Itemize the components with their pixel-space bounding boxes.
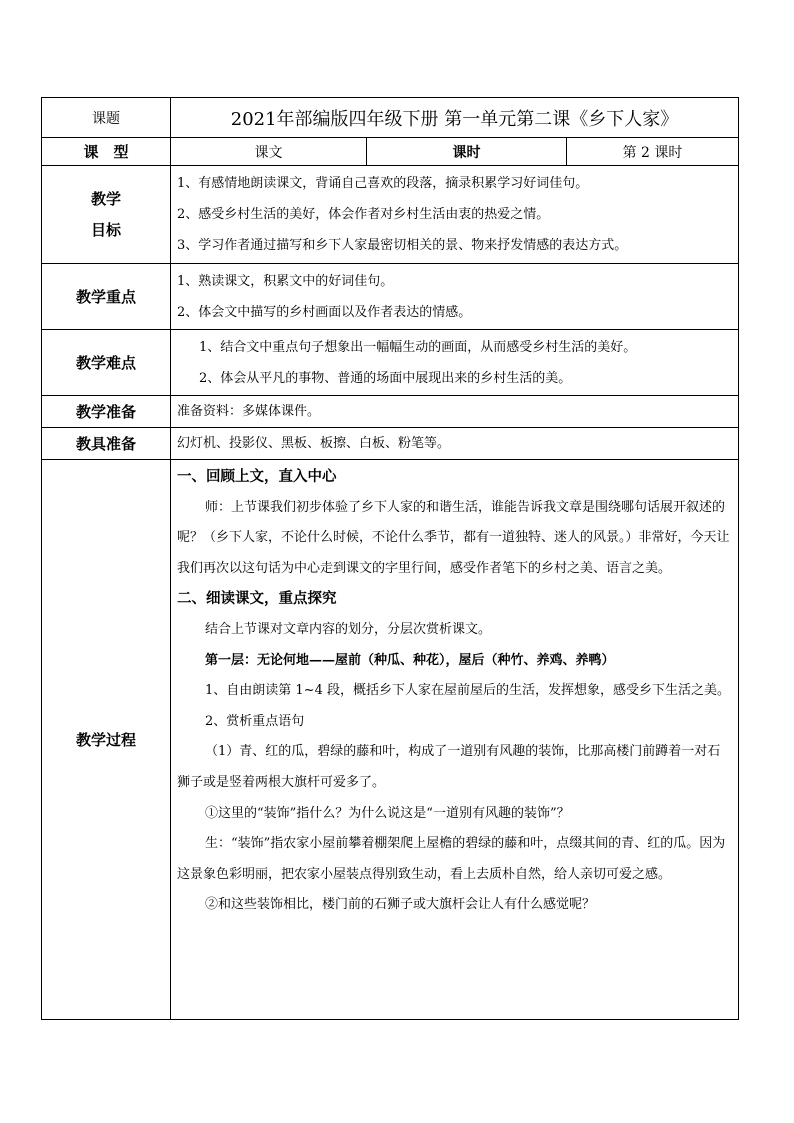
key-points-row bbox=[42, 264, 739, 330]
difficulty-item: 2、体会从平凡的事物、普通的场面中展现出来的乡村生活的美。 bbox=[199, 370, 572, 386]
paragraph: 师：上节课我们初步体验了乡下人家的和谐生活，谁能告诉我文章是围绕哪句话展开叙述的呢？（乡下人家，不论什么时候，不论什么季节，都有一道独特、迷人的风景。）非常好，今天让我们再次以这句话为中心走到课文的字里行间，感受作者笔下的乡村之美、语言之美。 bbox=[177, 499, 730, 576]
topic-label: 课题 bbox=[42, 98, 171, 138]
layer-heading: 第一层：无论何地——屋前（种瓜、种花），屋后（种竹、养鸡、养鸭） bbox=[205, 652, 615, 668]
goals-content bbox=[171, 166, 739, 264]
goal-item: 1、有感情地朗读课文，背诵自己喜欢的段落，摘录积累学习好词佳句。 bbox=[177, 176, 589, 191]
goal-item: 3、学习作者通过描写和乡下人家最密切相关的景、物来抒发情感的表达方式。 bbox=[177, 238, 628, 253]
question: ①这里的“装饰”指什么？为什么说这是“一道别有风趣的装饰”？ bbox=[205, 805, 570, 821]
section-heading: 一、回顾上文，直入中心 bbox=[177, 468, 337, 485]
answer: 生：“装饰”指农家小屋前攀着棚架爬上屋檐的碧绿的藤和叶，点缀其间的青、红的瓜。因为这景象色彩明丽，把农家小屋装点得别致生动，看上去质朴自然，给人亲切可爱之感。 bbox=[177, 836, 726, 882]
lesson-title: 2021年部编版四年级下册 第一单元第二课《乡下人家》 bbox=[171, 98, 739, 138]
difficulties-label: 教学难点 bbox=[42, 330, 171, 396]
preparation-label: 教学准备 bbox=[42, 396, 171, 428]
goals-row bbox=[42, 166, 739, 264]
equipment-label: 教具准备 bbox=[42, 428, 171, 460]
topic-row bbox=[42, 98, 739, 138]
goal-item: 2、感受乡村生活的美好，体会作者对乡村生活由衷的热爱之情。 bbox=[177, 207, 550, 222]
type-row bbox=[42, 138, 739, 166]
goals-label bbox=[42, 166, 171, 264]
type-value: 课文 bbox=[171, 138, 367, 166]
paragraph: 结合上节课对文章内容的划分，分层次赏析课文。 bbox=[205, 621, 492, 637]
process-label: 教学过程 bbox=[42, 460, 171, 1020]
section-heading: 二、细读课文，重点探究 bbox=[177, 590, 337, 608]
lesson-plan-table bbox=[41, 97, 739, 1020]
paragraph: 1、自由朗读第 1~4 段，概括乡下人家在屋前屋后的生活，发挥想象，感受乡下生活之美。 bbox=[205, 683, 730, 699]
question: ②和这些装饰相比，楼门前的石狮子或大旗杆会让人有什么感觉呢？ bbox=[205, 897, 596, 913]
goals-label-line1: 教学 bbox=[90, 189, 121, 208]
key-point-item: 1、熟读课文，积累文中的好词佳句。 bbox=[177, 273, 394, 289]
difficulties-content bbox=[171, 330, 739, 396]
preparation-row bbox=[42, 396, 739, 428]
paragraph: 2、赏析重点语句 bbox=[205, 713, 305, 729]
hours-label: 课时 bbox=[367, 138, 567, 166]
difficulties-row bbox=[42, 330, 739, 396]
process-content bbox=[171, 460, 739, 1020]
difficulty-item: 1、结合文中重点句子想象出一幅幅生动的画面，从而感受乡村生活的美好。 bbox=[199, 339, 637, 355]
paragraph: （1）青、红的瓜，碧绿的藤和叶，构成了一道别有风趣的装饰，比那高楼门前蹲着一对石狮子或是竖着两根大旗杆可爱多了。 bbox=[177, 744, 721, 790]
key-points-content bbox=[171, 264, 739, 330]
goals-label-line2: 目标 bbox=[90, 220, 121, 239]
process-row bbox=[42, 460, 739, 1020]
preparation-value: 准备资料：多媒体课件。 bbox=[171, 396, 739, 428]
key-point-item: 2、体会文中描写的乡村画面以及作者表达的情感。 bbox=[177, 304, 472, 320]
key-points-label: 教学重点 bbox=[42, 264, 171, 330]
equipment-value: 幻灯机、投影仪、黑板、板擦、白板、粉笔等。 bbox=[171, 428, 739, 460]
hours-value: 第 2 课时 bbox=[567, 138, 739, 166]
type-label: 课 型 bbox=[42, 138, 171, 166]
equipment-row bbox=[42, 428, 739, 460]
